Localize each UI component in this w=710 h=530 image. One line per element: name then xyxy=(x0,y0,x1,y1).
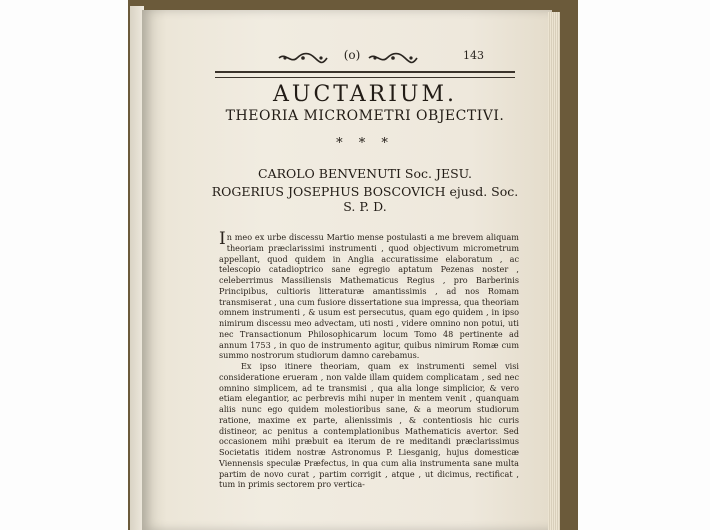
running-header xyxy=(195,48,535,68)
body-text xyxy=(219,229,519,490)
dedication-line-1: CAROLO BENVENUTI Soc. JESU. xyxy=(258,166,472,181)
page-number: 143 xyxy=(463,49,484,62)
paragraph-1 xyxy=(219,229,519,361)
header-rule xyxy=(215,71,515,78)
asterism xyxy=(200,136,530,156)
drop-cap: I xyxy=(219,229,226,249)
page-subtitle: THEORIA MICROMETRI OBJECTIVI. xyxy=(225,108,505,124)
dedication-line-2: ROGERIUS JOSEPHUS BOSCOVICH ejusd. Soc. S. P. D. xyxy=(211,184,519,214)
asterism-text: * * * xyxy=(336,136,394,151)
ornament-left-icon xyxy=(277,52,329,64)
page-edges xyxy=(548,12,560,530)
header-mark: (o) xyxy=(343,48,361,62)
paragraph-1-text: n meo ex urbe discessu Martio mense postulasti a me brevem aliquam theoriam præclarissimi instrumenti , quod objectivum micrometrum appellant, quod quidem in Anglia accuratissime elaboratum , ac telescopio catadioptrico sane egregio aptatum Pezenas noster , celeberrimus Massiliensis Mathematicus Regius , pro Barberinis Principibus, cultioris litteraturæ amantissimis , ad nos Romam transmiserat , una cum fusiore dissertatione sua impressa, qua theoriam omnem instrumenti , & usum est persecutus, quam ego quidem , in ipso nimirum discessu meo advectam, uti nosti , videre omnino non potui, uti nec Transactionum Philosophicarum locum Tomo 48 pertinente ad annum 1753 , in quo de instrumento agitur, quibus nimirum Romæ cum summo nostrorum studiorum damno carebamus. xyxy=(219,232,519,361)
ornament-right-icon xyxy=(367,52,419,64)
paragraph-2: Ex ipso itinere theoriam, quam ex instrumenti semel visi consideratione erueram , non valde illam quidem complicatam , sed nec omnino simplicem, ad te transmisi , qua alia longe simplicior, & vero etiam elegantior, ac perbrevis mihi nuper in mentem venit , quanquam aliis nunc ego quidem molestioribus sane, & a meorum studiorum ratione, maxime ex parte, alienissimis , & contentiosis hic curis distineor, ac penitus a contemplationibus Mathematicis avertor. Sed occasionem mihi præbuit ea iterum de re meditandi præclarissimus Societatis itidem nostræ Astronomus P. Liesganig, hujus domesticæ Viennensis speculæ Præfectus, in qua cum alia instrumenta sane multa partim de novo curat , partim corrigit , atque , ut dicimus, rectificat , tum in primis sectorem pro vertica- xyxy=(219,361,519,490)
page-title: AUCTARIUM. xyxy=(273,82,457,107)
